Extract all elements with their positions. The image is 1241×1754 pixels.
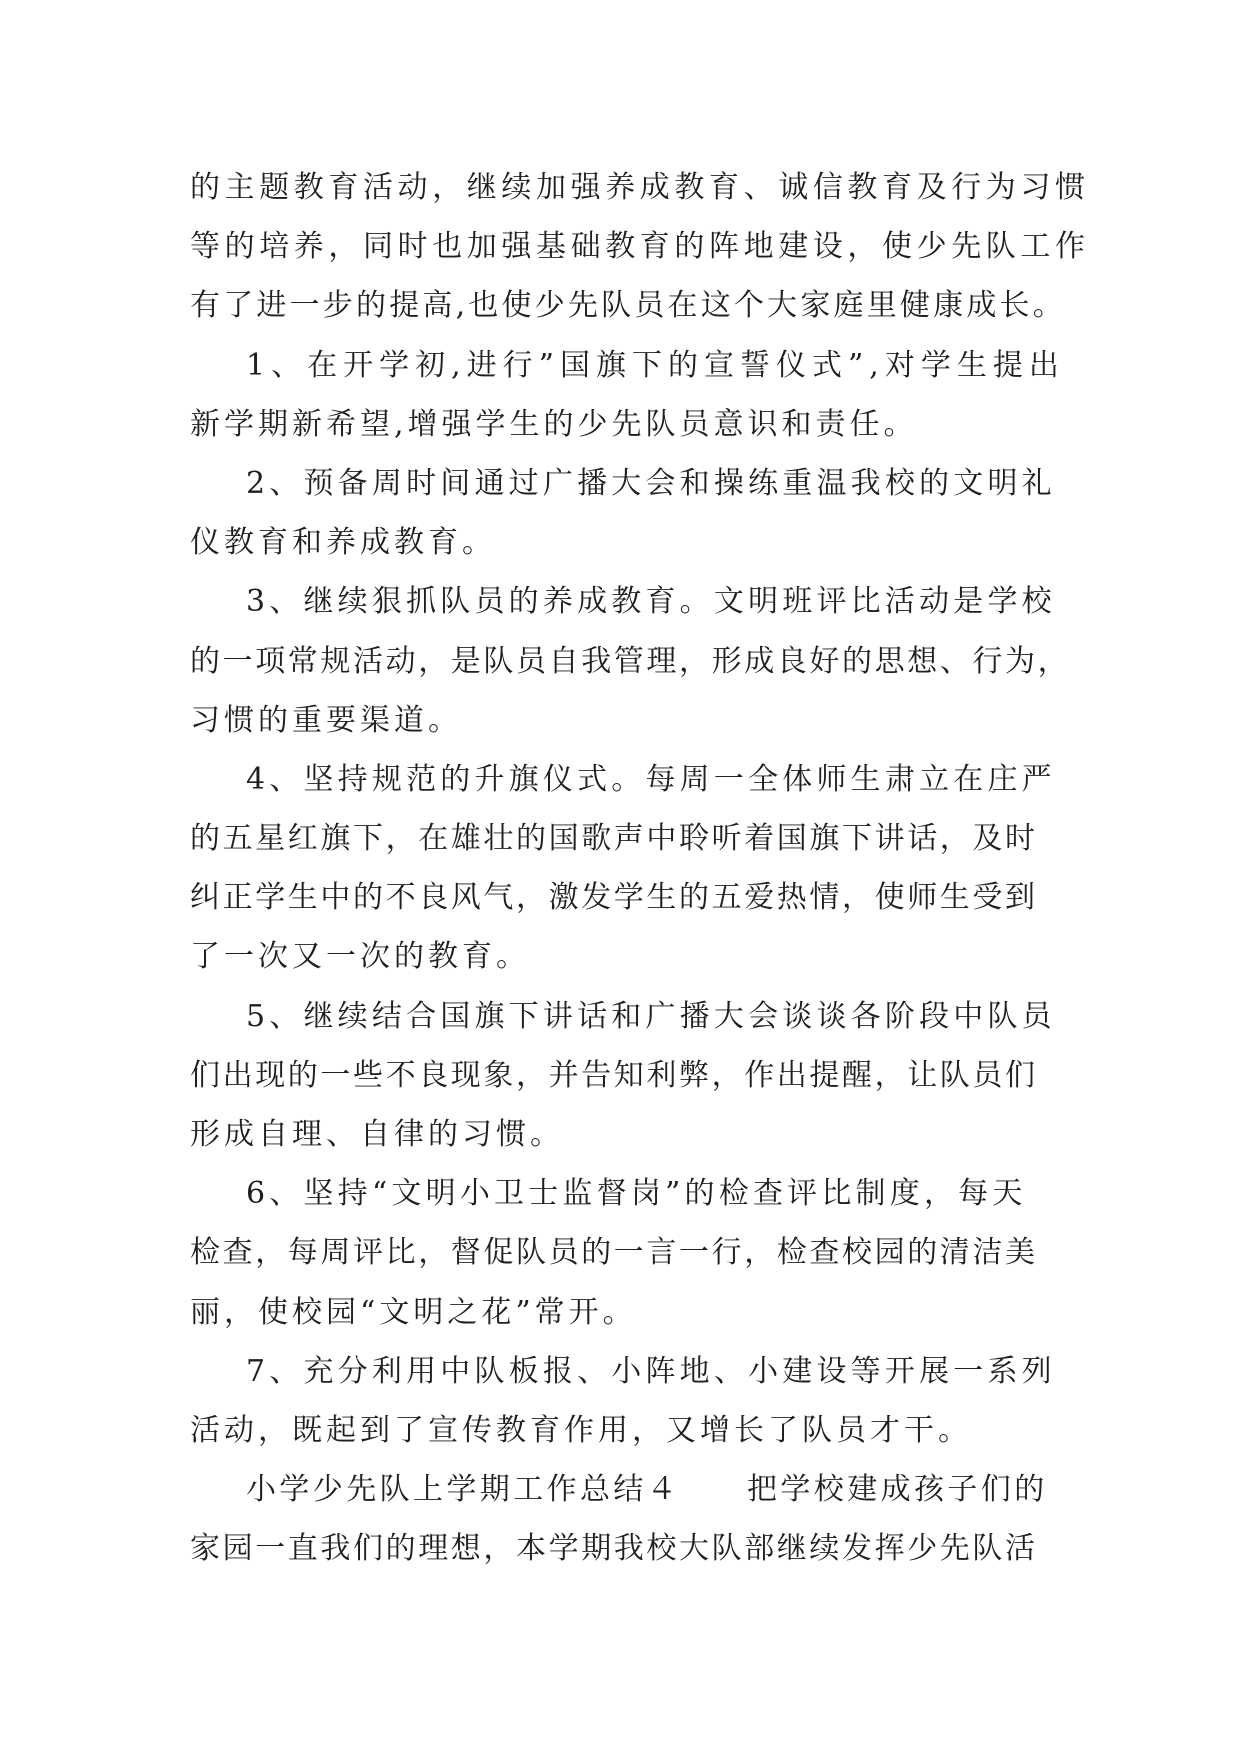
text-line: 新学期新希望,增强学生的少先队员意识和责任。 — [190, 406, 918, 442]
text-line: 活动，既起到了宣传教育作用，又增长了队员才干。 — [190, 1412, 972, 1448]
text-line: 检查，每周评比，督促队员的一言一行，检查校园的清洁美 — [190, 1235, 1038, 1271]
text-line: 仪教育和养成教育。 — [190, 525, 496, 561]
text-line: 的主题教育活动，继续加强养成教育、诚信教育及行为习惯 — [190, 170, 1090, 205]
text-line: 4、坚持规范的升旗仪式。每周一全体师生肃立在庄严 — [246, 761, 1056, 797]
text-line: 6、坚持“文明小卫士监督岗”的检查评比制度，每天 — [246, 1176, 1027, 1212]
text-line: 的一项常规活动，是队员自我管理，形成良好的思想、行为， — [190, 643, 1071, 679]
text-line: 2、预备周时间通过广播大会和操练重温我校的文明礼 — [246, 465, 1056, 501]
text-line: 丽，使校园“文明之花”常开。 — [190, 1294, 637, 1330]
text-line: 形成自理、自律的习惯。 — [190, 1117, 564, 1152]
text-line: 1、在开学初,进行”国旗下的宣誓仪式”,对学生提出 — [246, 347, 1065, 383]
text-line: 家园一直我们的理想，本学期我校大队部继续发挥少先队活 — [190, 1531, 1038, 1567]
text-line: 的五星红旗下，在雄壮的国歌声中聆听着国旗下讲话，及时 — [190, 821, 1038, 857]
text-line: 们出现的一些不良现象，并告知利弊，作出提醒，让队员们 — [190, 1057, 1038, 1093]
text-line: 7、充分利用中队板报、小阵地、小建设等开展一系列 — [246, 1353, 1056, 1389]
text-line: 等的培养，同时也加强基础教育的阵地建设，使少先队工作 — [190, 229, 1090, 265]
text-line: 习惯的重要渠道。 — [190, 702, 462, 738]
text-line: 有了进一步的提高,也使少先队员在这个大家庭里健康成长。 — [190, 288, 1066, 324]
text-line: 了一次又一次的教育。 — [190, 939, 530, 975]
text-line: 3、继续狠抓队员的养成教育。文明班评比活动是学校 — [246, 584, 1056, 620]
text-line: 纠正学生中的不良风气，激发学生的五爱热情，使师生受到 — [190, 880, 1038, 916]
text-line: 5、继续结合国旗下讲话和广播大会谈谈各阶段中队员 — [246, 998, 1056, 1034]
text-line: 小学少先队上学期工作总结４ 把学校建成孩子们的 — [246, 1472, 1048, 1508]
document-body — [190, 158, 1090, 1579]
